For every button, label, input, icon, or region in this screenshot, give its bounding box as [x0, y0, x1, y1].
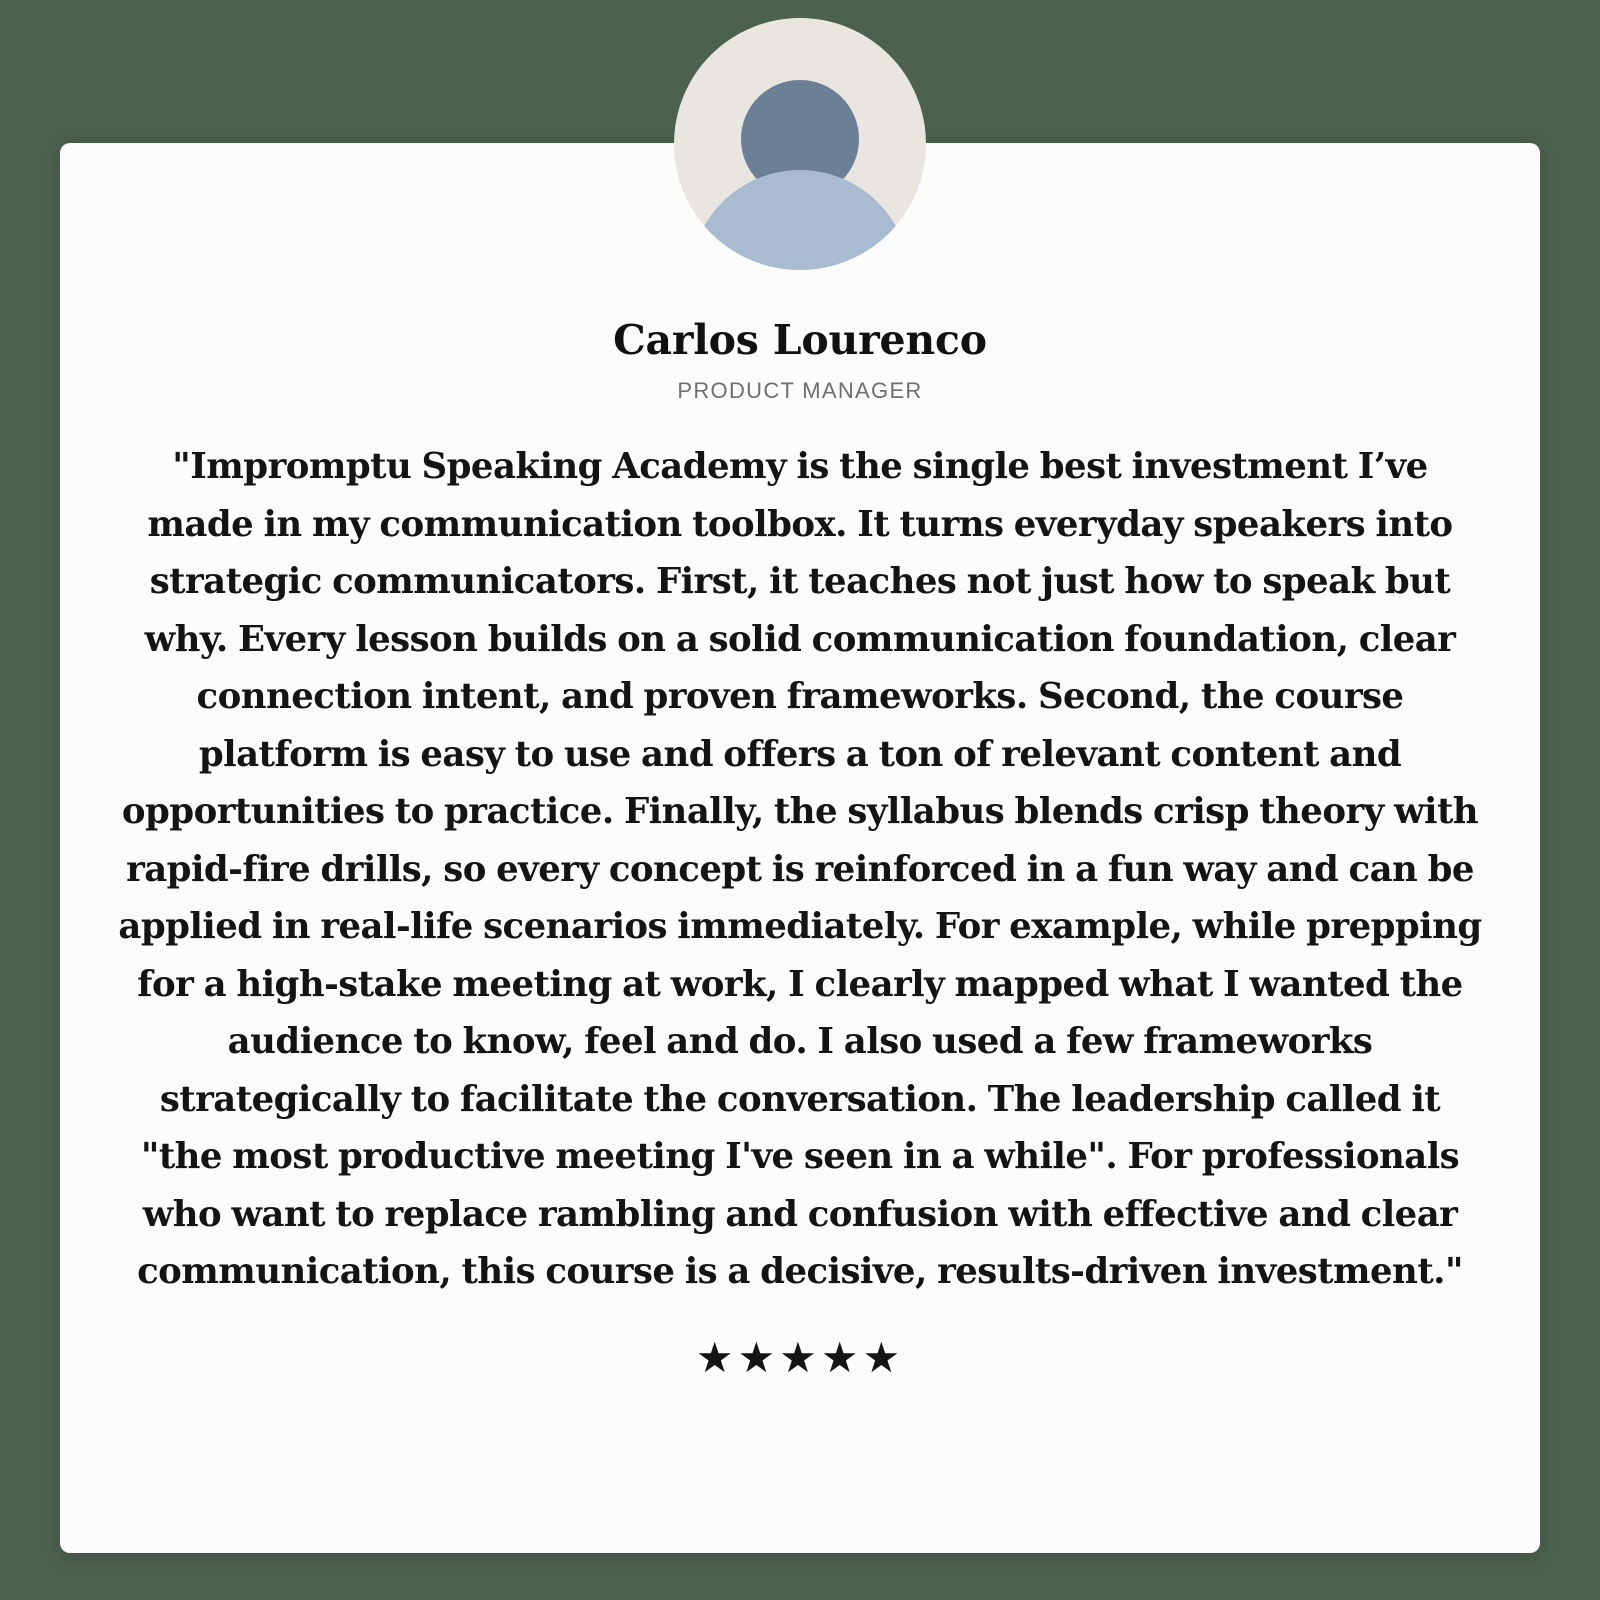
- star-rating-icon: ★★★★★: [695, 1333, 905, 1381]
- author-role: PRODUCT MANAGER: [677, 378, 923, 404]
- avatar-shoulders-icon: [690, 170, 910, 270]
- testimonial-quote: "Impromptu Speaking Academy is the single best investment I’ve made in my communication toolbox. It turns everyday speakers into strategic communicators. First, it teaches not just how to speak but why. Every lesson builds on a solid communication foundation, clear connection intent, and proven frameworks. Second, the course platform is easy to use and offers a ton of relevant content and opportunities to practice. Finally, the syllabus blends crisp theory with rapid-fire drills, so every concept is reinforced in a fun way and can be applied in real-life scenarios immediately. For example, while prepping for a high-stake meeting at work, I clearly mapped what I wanted the audience to know, feel and do. I also used a few frameworks strategically to facilitate the conversation. The leadership called it "the most productive meeting I've seen in a while". For professionals who want to replace rambling and confusion with effective and clear communication, this course is a decisive, results-driven investment.": [118, 446, 1482, 1293]
- testimonial-content: [60, 143, 1540, 1379]
- testimonial-card: [60, 143, 1540, 1553]
- page-title: Carlos Lourenco: [613, 316, 987, 364]
- avatar: [674, 18, 926, 270]
